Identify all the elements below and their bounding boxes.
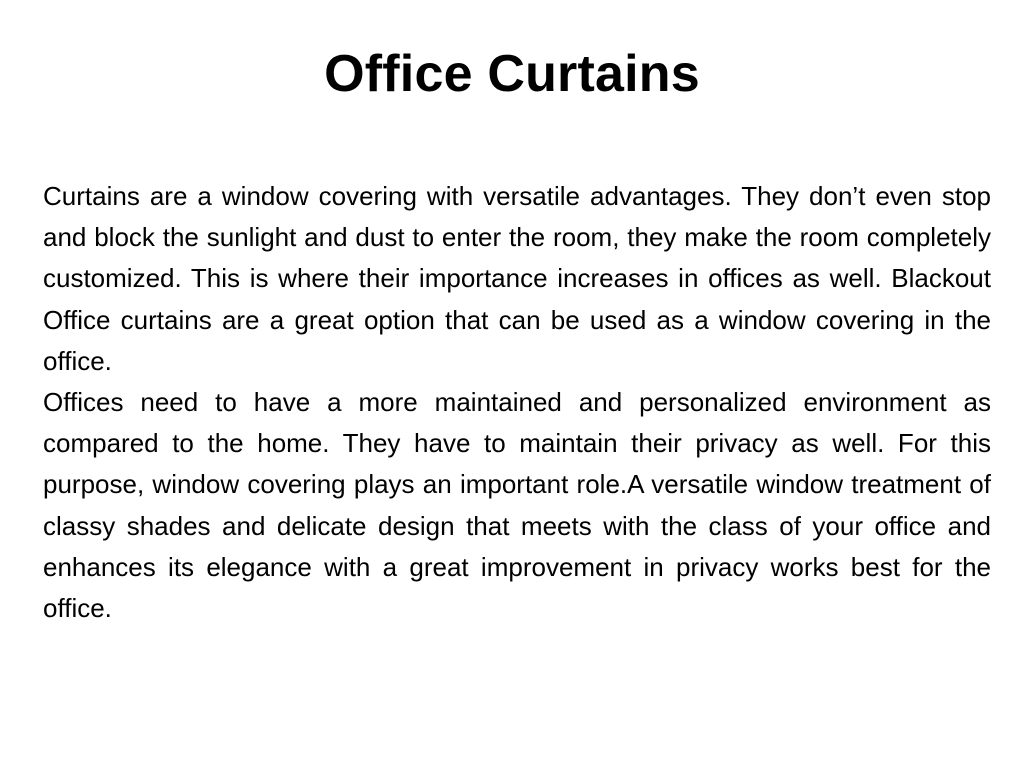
slide-title: Office Curtains xyxy=(324,45,700,103)
slide-body xyxy=(43,176,991,629)
body-paragraph-1: Curtains are a window covering with versatile advantages. They don’t even stop and block the sunlight and dust to enter the room, they make the room completely customized. This is where their importance increases in offices as well. Blackout Office curtains are a great option that can be used as a window covering in the office. xyxy=(43,181,991,376)
body-paragraph-2: Offices need to have a more maintained and personalized environment as compared to the home. They have to maintain their privacy as well. For this purpose, window covering plays an important role.A versatile window treatment of classy shades and delicate design that meets with the class of your office and enhances its elegance with a great improvement in privacy works best for the office. xyxy=(43,387,991,624)
